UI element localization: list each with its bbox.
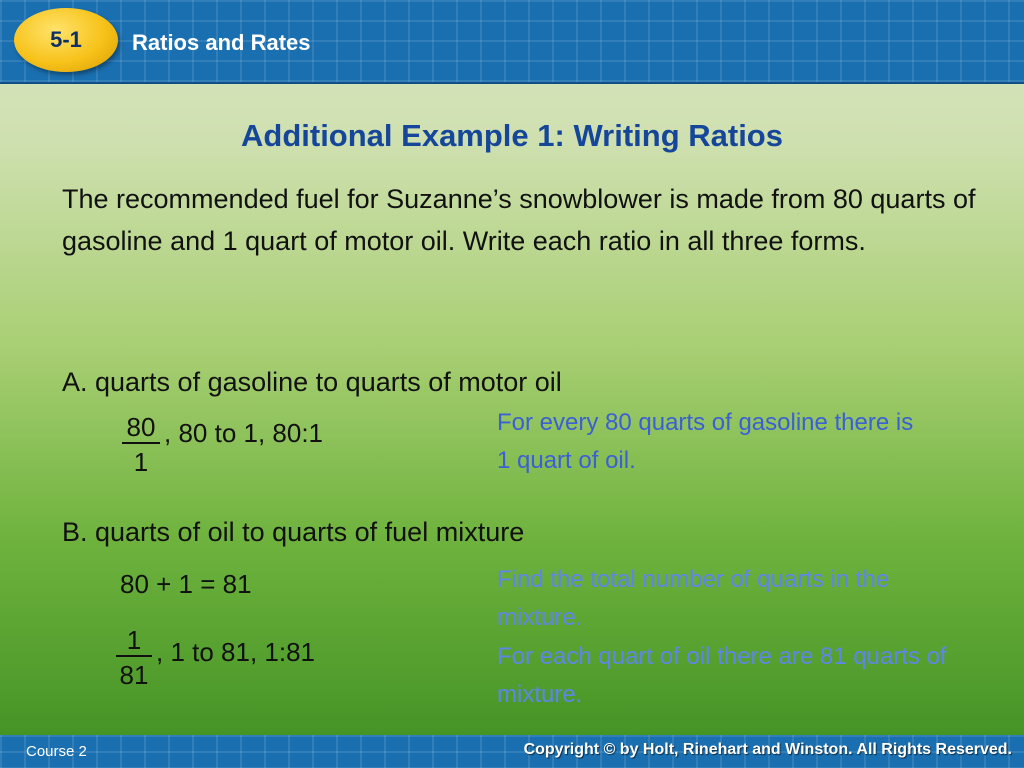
slide-title: Additional Example 1: Writing Ratios: [241, 118, 783, 153]
part-a-fraction: [122, 412, 160, 480]
part-a-ratio-forms: , 80 to 1, 80:1: [164, 418, 324, 448]
copyright-notice: Copyright © by Holt, Rinehart and Winston. All Rights Reserved.: [523, 741, 1012, 758]
part-b-fraction: [116, 625, 152, 693]
problem-statement: The recommended fuel for Suzanne’s snowblower is made from 80 quarts of gasoline and 1 quart of motor oil. Write each ratio in all three forms.: [62, 184, 976, 256]
part-a-fraction-numerator: 80: [122, 412, 160, 444]
part-b-ratio-forms: , 1 to 81, 1:81: [156, 637, 316, 667]
footer-bar: [0, 735, 1024, 768]
part-a-note: For every 80 quarts of gasoline there is 1 quart of oil.: [497, 409, 914, 474]
lesson-number: 5-1: [50, 27, 82, 52]
part-b-label: B. quarts of oil to quarts of fuel mixture: [62, 517, 525, 547]
part-a-fraction-denominator: 1: [133, 447, 149, 477]
lesson-title: Ratios and Rates: [132, 30, 311, 55]
lesson-number-badge: [14, 8, 118, 72]
course-label: Course 2: [26, 743, 87, 760]
part-b-sum: 80 + 1 = 81: [120, 569, 252, 599]
part-b-total-note: Find the total number of quarts in the mixture.: [497, 566, 890, 631]
part-b-ratio-note: For each quart of oil there are 81 quarts of mixture.: [497, 643, 947, 708]
part-b-fraction-denominator: 81: [119, 660, 149, 690]
part-a-label: A. quarts of gasoline to quarts of motor oil: [62, 367, 562, 397]
header-bar: [0, 0, 1024, 84]
part-b-fraction-numerator: 1: [116, 625, 152, 657]
